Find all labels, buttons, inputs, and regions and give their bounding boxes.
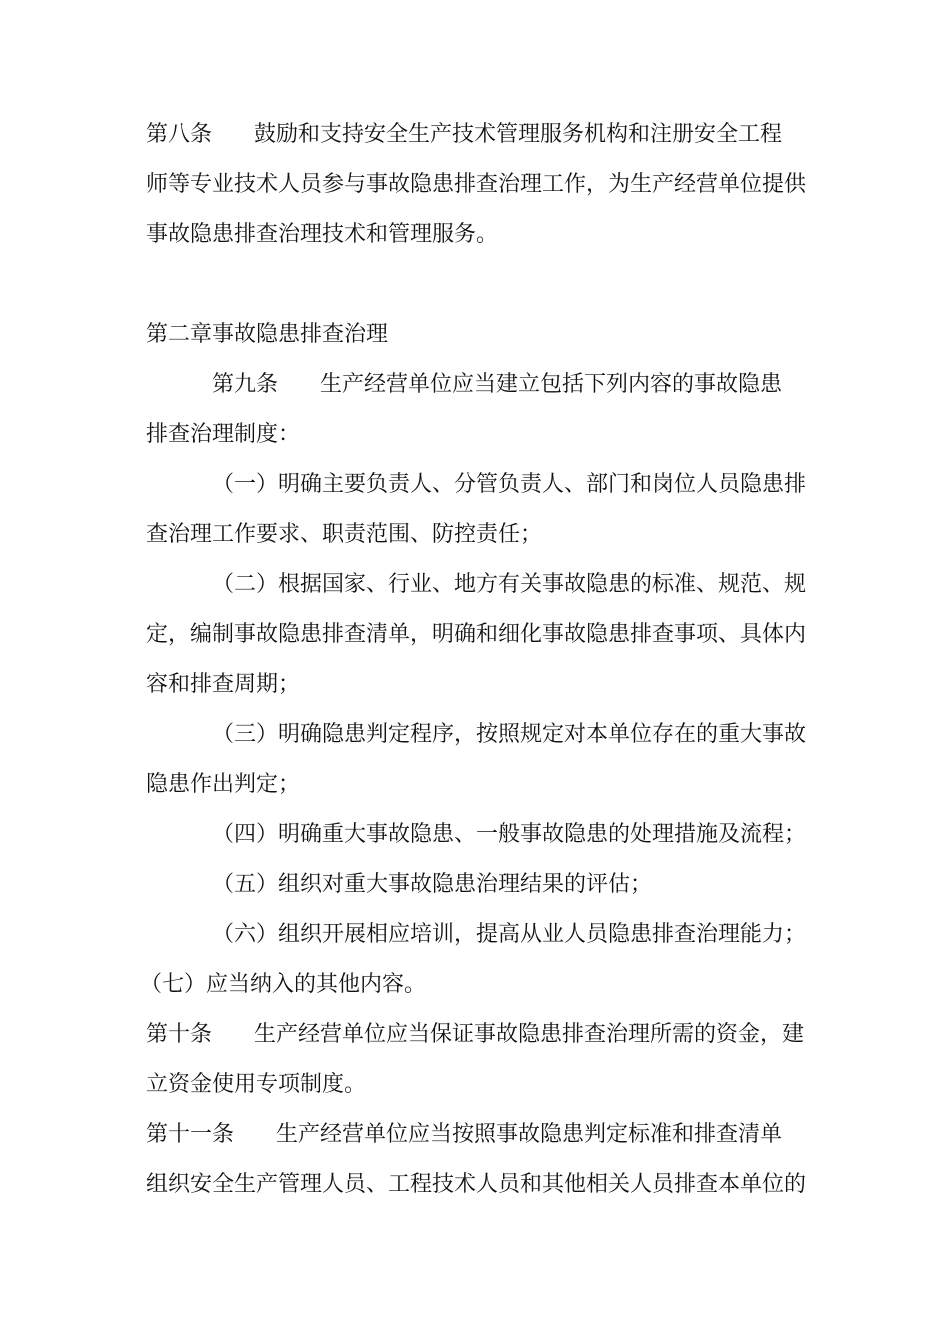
item-6: （六）组织开展相应培训，提高从业人员隐患排查治理能力； (212, 922, 807, 947)
article-11-line-1 (146, 1120, 816, 1150)
item-1-line-1: （一）明确主要负责人、分管负责人、部门和岗位人员隐患排 (212, 472, 807, 497)
item-3-line-2: 隐患作出判定； (146, 772, 301, 797)
article-11-label: 第十一条 (146, 1122, 235, 1147)
article-10-text: 生产经营单位应当保证事故隐患排查治理所需的资金，建 (254, 1022, 805, 1047)
item-4: （四）明确重大事故隐患、一般事故隐患的处理措施及流程； (212, 822, 807, 847)
article-8-label: 第八条 (146, 122, 213, 147)
article-10-line-2: 立资金使用专项制度。 (146, 1072, 367, 1097)
article-11-line-2: 组织安全生产管理人员、工程技术人员和其他相关人员排查本单位的 (146, 1172, 807, 1197)
article-11-text: 生产经营单位应当按照事故隐患判定标准和排查清单 (276, 1122, 783, 1147)
article-10-label: 第十条 (146, 1022, 213, 1047)
item-3-line-1: （三）明确隐患判定程序，按照规定对本单位存在的重大事故 (212, 722, 807, 747)
item-2-line-3: 容和排查周期； (146, 672, 301, 697)
article-9-line-1 (212, 370, 812, 400)
article-9-line-2: 排查治理制度： (146, 422, 301, 447)
article-10-line-1 (146, 1020, 816, 1050)
item-1-line-2: 查治理工作要求、职责范围、防控责任； (146, 522, 543, 547)
chapter-2-heading: 第二章事故隐患排查治理 (146, 322, 389, 347)
item-7: （七）应当纳入的其他内容。 (140, 972, 427, 997)
item-5: （五）组织对重大事故隐患治理结果的评估； (212, 872, 653, 897)
article-8-text: 鼓励和支持安全生产技术管理服务机构和注册安全工程 (254, 122, 783, 147)
article-8-line-1 (146, 120, 816, 150)
article-8-line-2: 师等专业技术人员参与事故隐患排查治理工作，为生产经营单位提供 (146, 172, 807, 197)
article-8-line-3: 事故隐患排查治理技术和管理服务。 (146, 222, 499, 247)
item-2-line-1: （二）根据国家、行业、地方有关事故隐患的标准、规范、规 (212, 572, 807, 597)
article-9-text: 生产经营单位应当建立包括下列内容的事故隐患 (320, 372, 783, 397)
article-9-label: 第九条 (212, 372, 279, 397)
item-2-line-2: 定，编制事故隐患排查清单，明确和细化事故隐患排查事项、具体内 (146, 622, 807, 647)
